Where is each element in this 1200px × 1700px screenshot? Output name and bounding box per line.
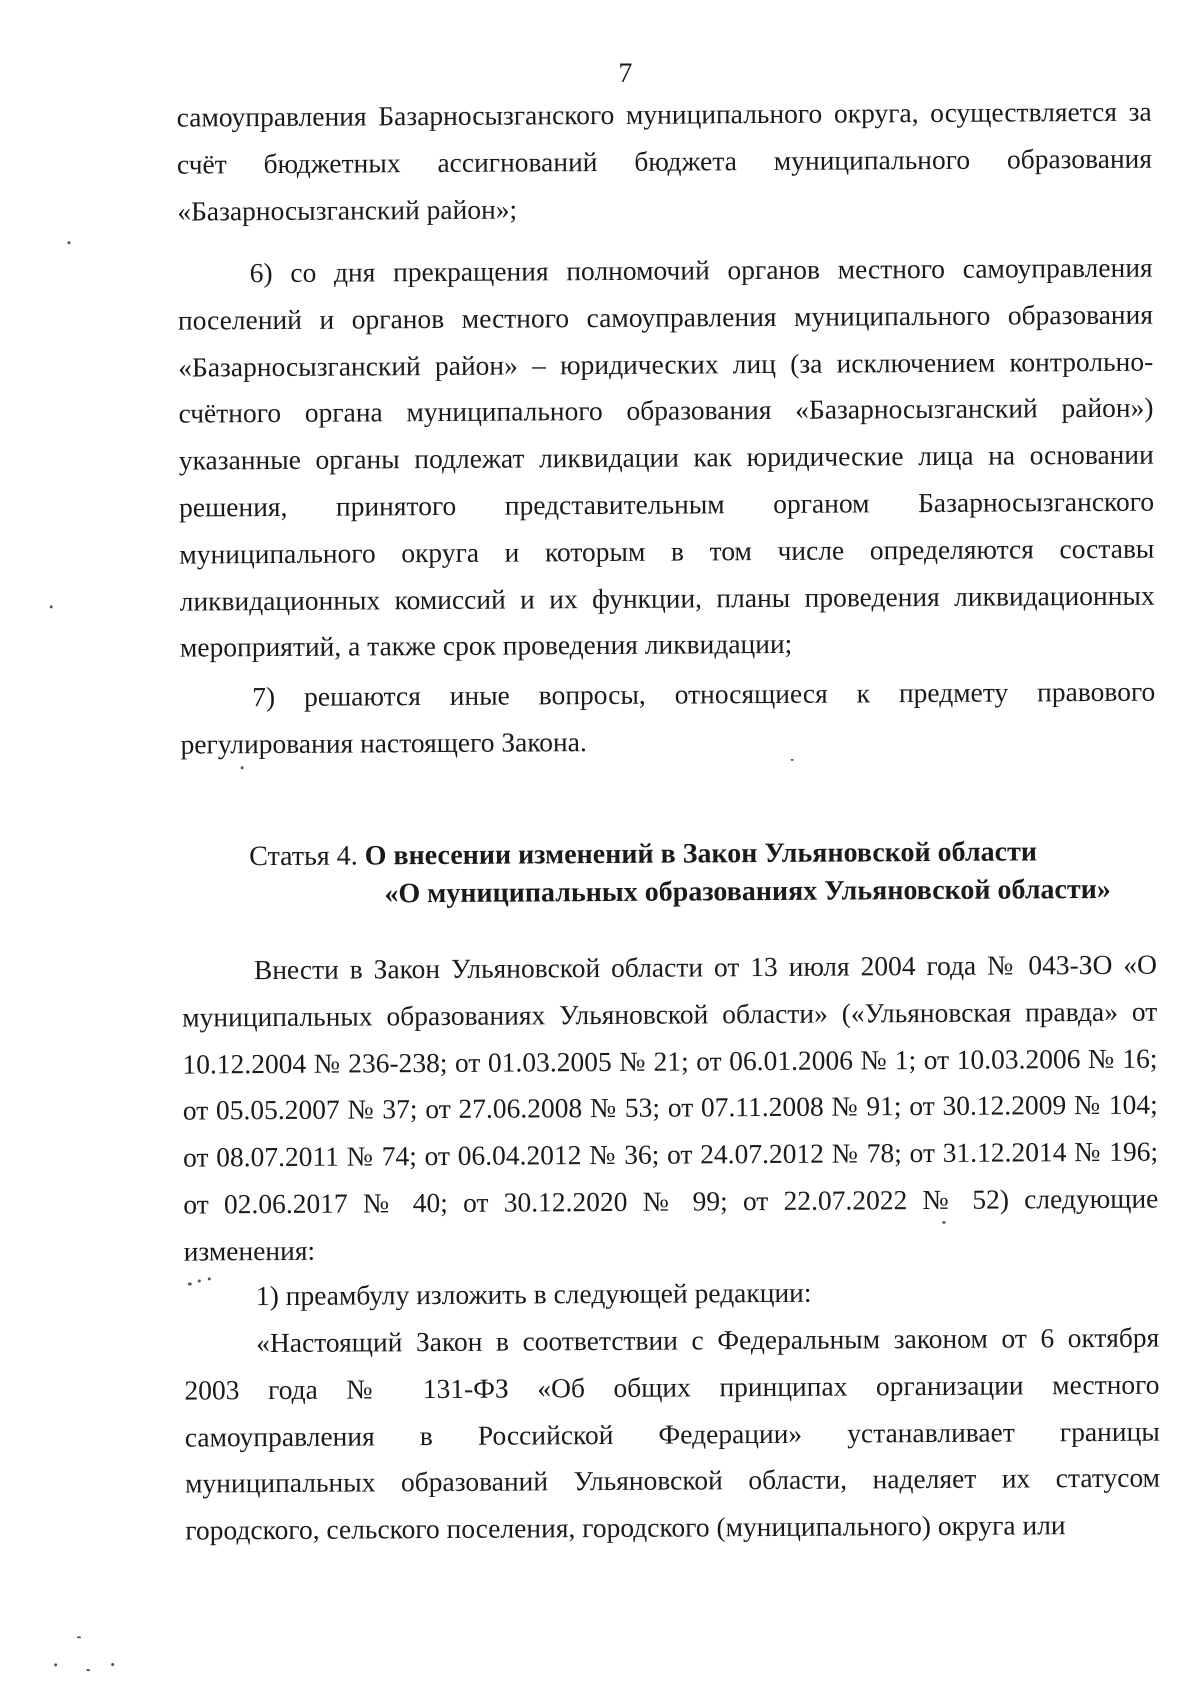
article-intro-paragraph	[182, 942, 1159, 1276]
scan-speck	[86, 1669, 90, 1671]
paragraph-text: «Настоящий Закон в соответствии с Федеральным законом от 6 октября 2003 года № 131-ФЗ «Об общих принципах организации местного самоуправления в Российской Федерации» устанавливает границы муниципальных образований Ульяновской области, наделяет их статусом городского, сельского поселения, городского (муниципального) округа или	[184, 1321, 1161, 1546]
paragraph-item-7	[180, 669, 1156, 769]
scan-speck	[50, 605, 53, 608]
scan-speck	[188, 1283, 192, 1286]
scan-speck	[942, 1221, 945, 1224]
scan-speck	[198, 1279, 201, 1282]
scan-speck	[208, 1277, 211, 1280]
scan-speck	[67, 241, 70, 244]
paragraph-continuation	[177, 89, 1153, 235]
paragraph-text: 7) решаются иные вопросы, относящиеся к предмету правового регулирования настоящего Закона.	[180, 675, 1156, 760]
amendment-quote-paragraph	[184, 1315, 1160, 1555]
paragraph-text: самоуправления Базарносызганского муниципального округа, осуществляется за счёт бюджетных ассигнований бюджета муниципального образования «Базарносызганский район»;	[176, 95, 1153, 227]
scan-speck	[77, 1636, 81, 1638]
scan-speck	[54, 1663, 57, 1666]
amendment-item-1	[184, 1268, 1159, 1321]
article-title-line-1: О внесении изменений в Закон Ульяновской области	[364, 836, 1038, 872]
paragraph-text: 6) со дня прекращения полномочий органов местного самоуправления поселений и органов местного самоуправления муниципального образования «Базарносызганский район» – юридических лиц (за исключением контрольно-счётного органа муниципального образования «Базарносызганский район») указанные органы подлежат ликвидации как юридические лица на основании решения, принятого представительным органом Базарносызганского муниципального округа и которым в том числе определяются составы ликвидационных комиссий и их функции, планы проведения ликвидационных мероприятий, а также срок проведения ликвидации;	[177, 251, 1155, 663]
page-number: 7	[618, 57, 633, 89]
article-label: Статья 4.	[249, 840, 358, 873]
paragraph-text: 1) преамбулу изложить в следующей редакции:	[255, 1276, 812, 1312]
paragraph-text: Внести в Закон Ульяновской области от 13 июля 2004 года № 043-ЗО «О муниципальных образованиях Ульяновской области» («Ульяновская правда» от 10.12.2004 № 236-238; от 01.03.2005 № 21; от 06.01.2006 № 1; от 10.03.2006 № 16; от 05.05.2007 № 37; от 27.06.2008 № 53; от 07.11.2008 № 91; от 30.12.2009 № 104; от 08.07.2011 № 74; от 06.04.2012 № 36; от 24.07.2012 № 78; от 31.12.2014 № 196; от 02.06.2017 № 40; от 30.12.2020 № 99; от 22.07.2022 № 52) следующие изменения:	[182, 948, 1159, 1267]
scan-speck	[791, 759, 794, 761]
article-heading	[249, 833, 1156, 915]
paragraph-item-6	[178, 245, 1156, 672]
scan-speck	[241, 766, 244, 769]
scan-speck	[111, 1663, 114, 1666]
article-title-line-2: «О муниципальных образованиях Ульяновской области»	[384, 873, 1111, 910]
